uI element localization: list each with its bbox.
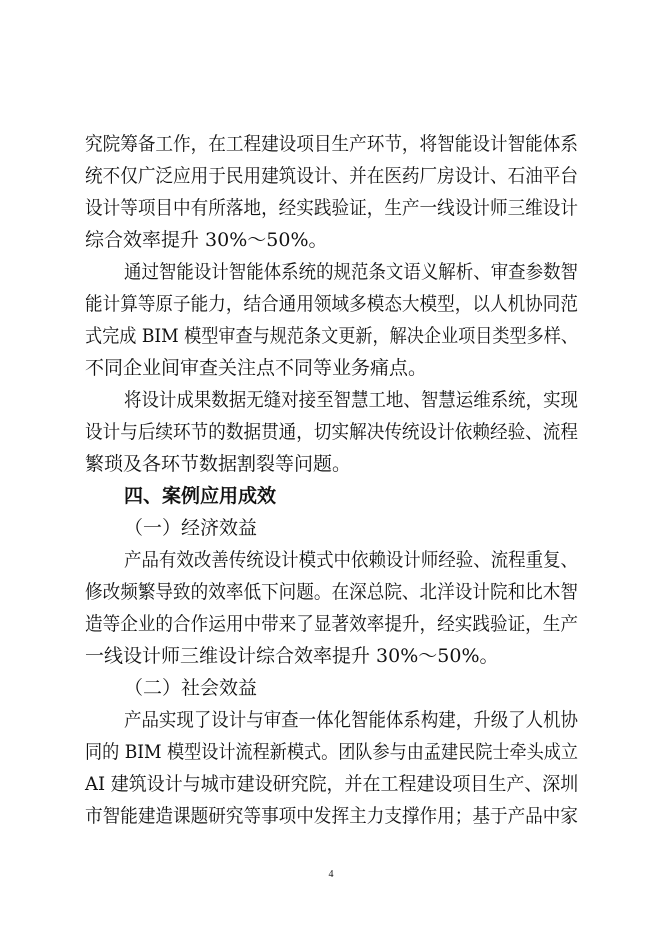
- text-line-6: 能计算等原子能力，结合通用领域多模态大模型，以人机协同范: [85, 293, 579, 315]
- text-line-9: 将设计成果数据无缝对接至智慧工地、智慧运维系统，实现: [124, 389, 579, 411]
- text-line-1: 究院筹备工作，在工程建设项目生产环节，将智能设计智能体系: [85, 133, 579, 155]
- page-number: 4: [328, 869, 334, 880]
- section-heading: 四、案例应用成效: [124, 485, 277, 507]
- text-line-22: 市智能建造课题研究等事项中发挥主力支撑作用；基于产品中家: [85, 805, 579, 827]
- text-line-3: 设计等项目中有所落地，经实践验证，生产一线设计师三维设计: [85, 197, 579, 219]
- text-line-20: 同的 BIM 模型设计流程新模式。团队参与由孟建民院士牵头成立: [85, 741, 579, 763]
- text-line-19: 产品实现了设计与审查一体化智能体系构建，升级了人机协: [124, 709, 579, 731]
- text-line-15: 修改频繁导致的效率低下问题。在深总院、北洋设计院和比木智: [85, 581, 579, 603]
- text-line-21: AI 建筑设计与城市建设研究院，并在工程建设项目生产、深圳: [85, 773, 579, 795]
- text-line-4: 综合效率提升 30%～50%。: [85, 229, 328, 251]
- text-line-11: 繁琐及各环节数据割裂等问题。: [85, 453, 352, 475]
- text-line-10: 设计与后续环节的数据贯通，切实解决传统设计依赖经验、流程: [85, 421, 579, 443]
- text-line-16: 造等企业的合作运用中带来了显著效率提升，经实践验证，生产: [85, 613, 579, 635]
- text-line-5: 通过智能设计智能体系统的规范条文语义解析、审查参数智: [124, 261, 579, 283]
- text-line-7: 式完成 BIM 模型审查与规范条文更新，解决企业项目类型多样、: [85, 325, 579, 347]
- subsection-heading-2: （二）社会效益: [124, 677, 258, 699]
- text-line-17: 一线设计师三维设计综合效率提升 30%～50%。: [85, 645, 499, 667]
- subsection-heading-1: （一）经济效益: [124, 517, 258, 539]
- text-line-2: 统不仅广泛应用于民用建筑设计、并在医药厂房设计、石油平台: [85, 165, 579, 187]
- text-line-8: 不同企业间审查关注点不同等业务痛点。: [85, 357, 428, 379]
- text-line-14: 产品有效改善传统设计模式中依赖设计师经验、流程重复、: [124, 549, 579, 571]
